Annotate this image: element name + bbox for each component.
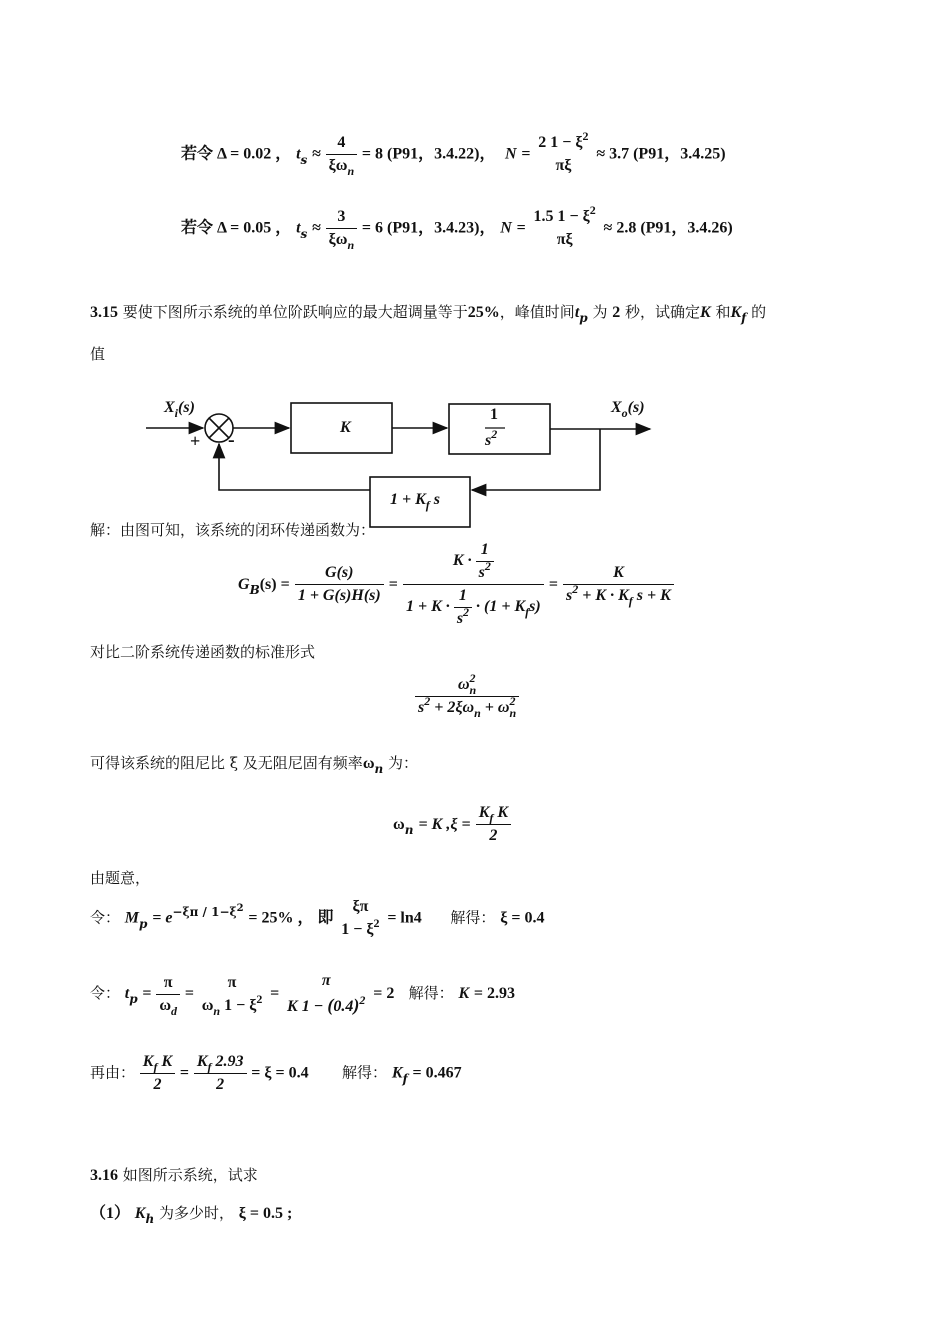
fraction: $\frac{K}{s^2 + K \cdot K_f s + K}$ <box>563 564 674 605</box>
feedback-block-label: $1 + K_f$ s <box>390 491 441 512</box>
fraction: $\frac{K_f 2.93}{2}$ <box>194 1053 247 1094</box>
output-label: $X_o(s)$ <box>611 399 645 420</box>
fraction: 1.5 $1 - \xi^2$ πξ <box>533 203 596 248</box>
fraction: ξπ $1 - \xi^2$ <box>341 898 380 938</box>
standard-second-order-form <box>415 671 519 720</box>
wn-xi-expression: $\omega_n = K$ ,ξ = $\frac{K_f K}{2}$ <box>393 804 511 845</box>
fraction: $\frac{4}{\xi\omega_n}$ <box>326 134 358 175</box>
settling-time-equation-005: 若令 Δ = 0.05 ， $t_s$ ≈ $\frac{3}{\xi\omega_n}$ = 6 (P91，3.4.23)， N = 1.5 $1 - \xi^2$ πξ ≈ 2.8 (P91，3.4.26) <box>181 203 733 252</box>
block2-numerator: 1 <box>490 406 498 423</box>
fraction: $\frac{3}{\xi\omega_n}$ <box>326 208 358 249</box>
fraction: $\frac{\pi}{\omega_d}$ <box>156 974 180 1015</box>
block2-denominator: $s^2$ <box>485 427 498 449</box>
kf-equation: 再由： $\frac{K_f K}{2}$ = $\frac{K_f 2.93}{2}$ = ξ = 0.4 解得： $K_f = 0.467$ <box>90 1053 462 1093</box>
fraction: $\frac{K_f K}{2}$ <box>140 1053 175 1094</box>
derive-text: 可得该系统的阻尼比 ξ 及无阻尼固有频率$\omega_n$ 为： <box>90 754 419 776</box>
peak-time-equation: 令： $t_p$ = $\frac{\pi}{\omega_d}$ = π $\omega_n$ $1 - \xi^2$ = π K $1 - (0.4)^2$ = 2 解得： K = 2.93 <box>90 972 516 1018</box>
solution-intro: 解：由图可知，该系统的闭环传递函数为： <box>90 521 376 539</box>
fraction: $\frac{G(s)}{1 + G(s)H(s)}$ <box>295 564 384 605</box>
block-K-label: K <box>340 419 351 436</box>
plus-sign: + <box>190 431 201 451</box>
compare-text: 对比二阶系统传递函数的标准形式 <box>90 643 316 661</box>
block-integrator <box>449 404 550 454</box>
problem-3-15-statement-line2: 值 <box>90 345 106 363</box>
fraction: $\frac{\omega^2_n}{s^2 + 2\xi\omega_n + \omega^2_n}$ <box>415 676 519 717</box>
input-label: $X_i(s)$ <box>164 399 195 420</box>
problem-3-16-item-1: （1） $K_h$ 为多少时， ξ = 0.5 ; <box>90 1204 293 1226</box>
problem-3-15-statement: 3.15 要使下图所示系统的单位阶跃响应的最大超调量等于25%，峰值时间$t_p$ 为 2 秒，试确定K 和$K_f$ 的 <box>90 303 767 325</box>
fraction: $\frac{1}{s^2}$ <box>454 587 472 628</box>
fraction: $\frac{1}{s^2}$ <box>476 541 494 582</box>
fraction: π $\omega_n$ $1 - \xi^2$ <box>201 973 263 1018</box>
closed-loop-transfer-function: $G_B(s)$ = $\frac{G(s)}{1 + G(s)H(s)}$ = K · $\frac{1}{s^2}$ 1 + K · $\frac{1}{s^2}$ · $(1 + K_fs)$ = $\frac{K}{s^2 + K \cdot K_f s + K}$ <box>238 541 674 628</box>
overshoot-equation: 令： $M_p = e^{-\xi\pi / 1-\xi 2} = 25\%$ ， 即 ξπ $1 - \xi^2$ = ln4 解得： ξ = 0.4 <box>90 898 545 938</box>
fraction: π K $1 - (0.4)^2$ <box>287 972 366 1015</box>
fraction: $\frac{K_f K}{2}$ <box>476 804 511 845</box>
problem-3-16-statement: 3.16 如图所示系统，试求 <box>90 1166 258 1184</box>
fraction: 2 $1 - \xi^2$ πξ <box>538 129 589 174</box>
block-diagram <box>0 0 950 560</box>
minus-sign: - <box>228 429 235 451</box>
by-problem-text: 由题意， <box>90 869 151 887</box>
fraction: K · $\frac{1}{s^2}$ 1 + K · $\frac{1}{s^2}$ · $(1 + K_fs)$ <box>403 541 544 628</box>
settling-time-equation-002: 若令 Δ = 0.02 ， $t_s$ ≈ $\frac{4}{\xi\omega_n}$ = 8 (P91，3.4.22)， N = 2 $1 - \xi^2$ πξ ≈ 3.7 (P91，3.4.25) <box>181 129 726 178</box>
